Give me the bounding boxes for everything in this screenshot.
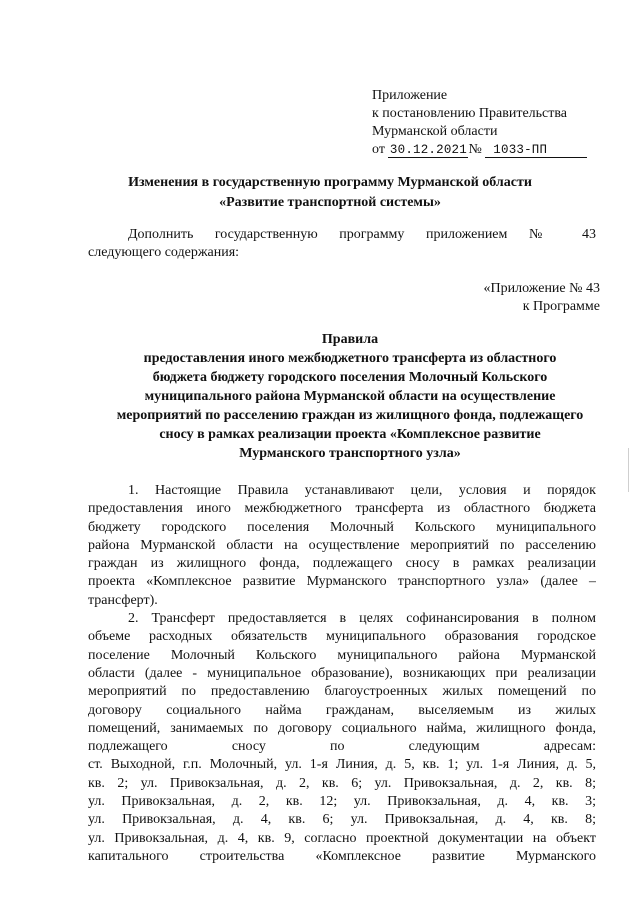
scan-margin-mark — [628, 448, 629, 492]
date-number-line — [372, 141, 622, 159]
resolution-number: 1033-ПП — [485, 143, 587, 158]
body-line: ст. Выходной, г.п. Молочный, ул. 1-я Линия, д. 5, кв. 1; ул. 1-я Линия, д. 5, — [88, 757, 596, 773]
rules-title-line: муниципального района Мурманской области на осуществление — [144, 389, 556, 404]
resolution-date: 30.12.2021 — [389, 143, 467, 157]
body-line: ул. Привокзальная, д. 4, кв. 6; ул. Привокзальная, д. 4, кв. 8; — [88, 812, 596, 828]
annex-number: «Приложение № 43 — [483, 281, 600, 296]
body-line: кв. 2; ул. Привокзальная, д. 2, кв. 6; ул. Привокзальная, д. 2, кв. 8; — [88, 775, 596, 791]
document-title — [60, 173, 600, 213]
body-line: области (далее - муниципальное образование), возникающих при реализации — [88, 665, 596, 681]
body-line: проекта «Комплексное развитие Мурманского транспортного узла» (далее – — [88, 574, 596, 590]
body-line: подлежащего сносу по следующим адресам: — [88, 739, 596, 755]
rules-title-line: сносу в рамках реализации проекта «Комплексное развитие — [159, 427, 541, 442]
body-line: трансферт). — [88, 592, 158, 608]
resolution-label: к постановлению Правительства — [372, 106, 568, 121]
annex-program: к Программе — [522, 299, 600, 314]
body-line: помещений, занимаемых по договору социального найма, жилищного фонда, — [88, 720, 596, 736]
body-line: ул. Привокзальная, д. 2, кв. 12; ул. Привокзальная, д. 4, кв. 3; — [88, 794, 596, 810]
number-sign: № — [468, 142, 482, 157]
rules-body — [88, 482, 596, 866]
annex-reference — [380, 280, 600, 316]
body-line: объеме расходных обязательств муниципального образования городское — [88, 629, 596, 645]
rules-title — [92, 330, 608, 463]
appendix-label: Приложение — [372, 88, 448, 103]
rules-title-line: мероприятий по расселению граждан из жилищного фонда, подлежащего — [116, 408, 584, 423]
rules-title-line: предоставления иного межбюджетного трансферта из областного — [143, 351, 557, 366]
from-label: от — [372, 142, 385, 157]
document-title-line-1: Изменения в государственную программу Мурманской области — [128, 175, 532, 190]
body-line: 1. Настоящие Правила устанавливают цели, условия и порядок — [128, 483, 596, 498]
body-line: договору социального найма гражданам, выселяемым из жилых — [88, 702, 596, 718]
body-line: района Мурманской области на осуществление мероприятий по расселению — [88, 537, 596, 553]
intro-paragraph — [88, 226, 596, 262]
body-line: бюджету городского поселения Молочный Кольского муниципального — [88, 519, 596, 535]
rules-heading: Правила — [321, 332, 379, 347]
body-line: капитального строительства «Комплексное развитие Мурманского — [88, 848, 596, 864]
intro-line-1: Дополнить государственную программу приложением № 43 — [128, 227, 596, 242]
intro-line-2: следующего содержания: — [88, 245, 240, 260]
body-line: 2. Трансферт предоставляется в целях софинансирования в полном — [128, 611, 596, 627]
rules-title-line: бюджета бюджету городского поселения Молочный Кольского — [152, 370, 548, 385]
body-line: предоставления иного межбюджетного трансферта из областного бюджета — [88, 501, 596, 517]
region-label: Мурманской области — [372, 124, 498, 139]
body-line: граждан из жилищного фонда, подлежащего сносу в рамках реализации — [88, 556, 596, 572]
body-line: мероприятий по предоставлению благоустроенных жилых помещений по — [88, 684, 596, 700]
body-line: ул. Привокзальная, д. 4, кв. 9, согласно проектной документации на объект — [88, 830, 596, 846]
body-line: поселение Молочный Кольского муниципального района Мурманской — [88, 647, 596, 663]
rules-title-line: Мурманского транспортного узла» — [239, 446, 461, 461]
document-title-line-2: «Развитие транспортной системы» — [219, 195, 441, 210]
appendix-header — [372, 87, 622, 159]
